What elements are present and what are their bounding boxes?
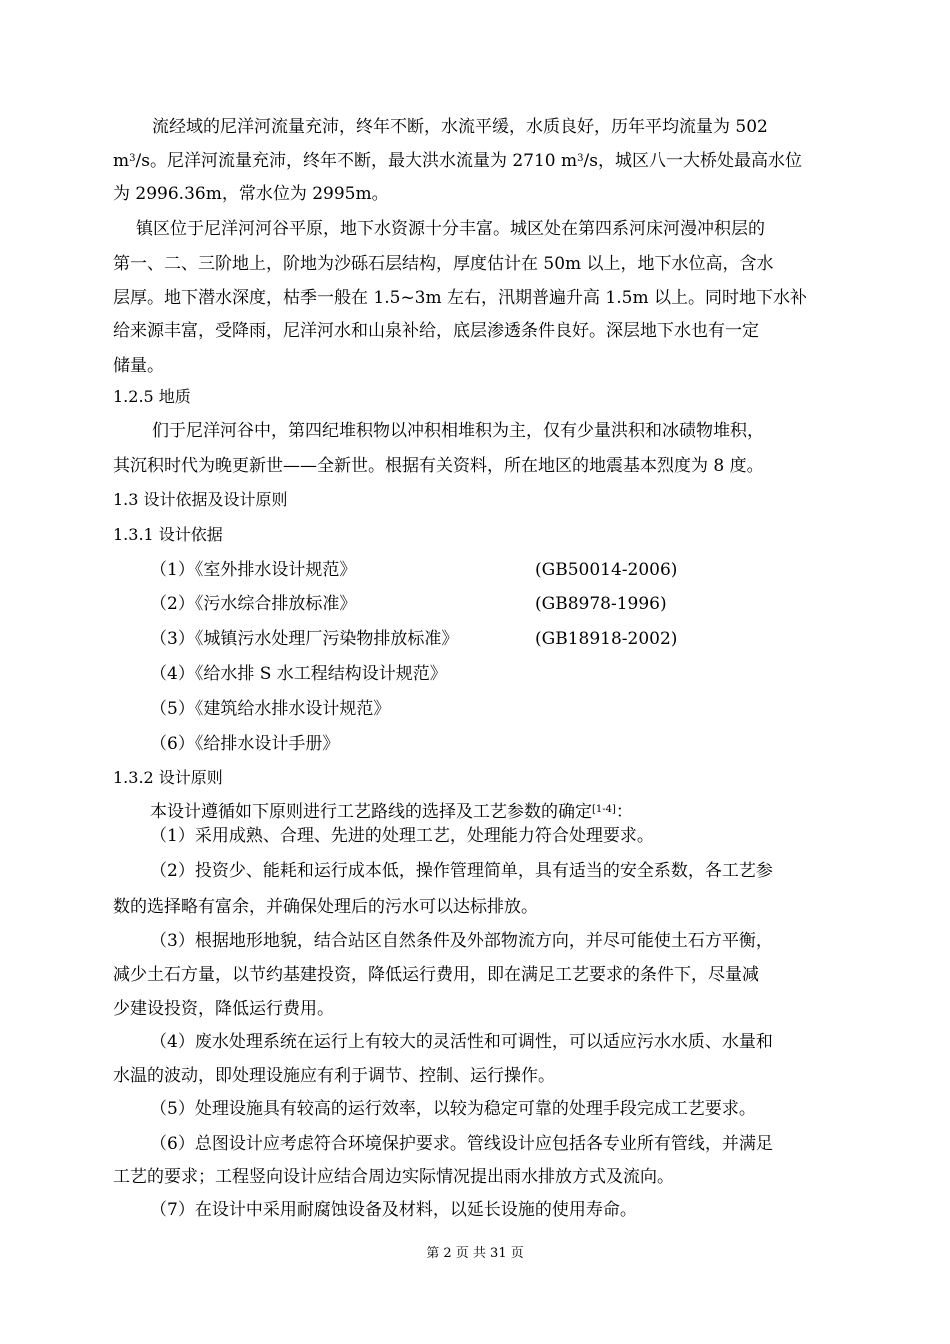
paragraph-line: $m^3/s$。尼洋河流量充沛，终年不断，最大洪水流量为 2710 $m^3/s$，城区八一大桥处最高水位 [113,151,802,171]
paragraph-line: 水温的波动，即处理设施应有利于调节、控制、运行操作。 [113,1066,555,1086]
paragraph-line: 流经域的尼洋河流量充沛，终年不断，水流平缓，水质良好，历年平均流量为 502 [152,117,768,137]
subsection-heading: 1.3.2 设计原则 [113,768,223,787]
basis-item: （3）《城镇污水处理厂污染物排放标准》 [150,629,459,649]
paragraph-line: 数的选择略有富余，并确保处理后的污水可以达标排放。 [113,897,538,917]
paragraph-line: 层厚。地下潜水深度，枯季一般在 1.5~3m 左右，汛期普遍升高 1.5m 以上。同时地下水补 [113,288,807,308]
basis-item-code: (GB8978-1996) [535,594,667,614]
paragraph-line: 镇区位于尼洋河河谷平原，地下水资源十分丰富。城区处在第四系河床河漫冲积层的 [136,219,765,239]
basis-item: （4）《给水排 S 水工程结构设计规范》 [150,664,447,684]
basis-item: （1）《室外排水设计规范》 [150,560,357,580]
page-number: 第 2 页 共 31 页 [426,1246,524,1261]
basis-item: （2）《污水综合排放标准》 [150,594,357,614]
paragraph-line: 减少土石方量，以节约基建投资，降低运行费用，即在满足工艺要求的条件下，尽量减 [113,965,759,985]
section-heading: 1.3 设计依据及设计原则 [113,490,288,509]
paragraph-line: 少建设投资，降低运行费用。 [113,999,334,1019]
paragraph-line: （6）总图设计应考虑符合环境保护要求。管线设计应包括各专业所有管线，并满足 [150,1134,773,1154]
subsection-heading: 1.3.1 设计依据 [113,525,223,544]
paragraph-line: 给来源丰富，受降雨，尼洋河水和山泉补给，底层渗透条件良好。深层地下水也有一定 [113,321,759,341]
basis-item: （6）《给排水设计手册》 [150,734,340,754]
section-heading: 1.2.5 地质 [113,387,191,406]
paragraph-line: 第一、二、三阶地上，阶地为沙砾石层结构，厚度估计在 50m 以上，地下水位高，含水 [113,254,774,274]
paragraph-line: 们于尼洋河谷中，第四纪堆积物以冲积相堆积为主，仅有少量洪积和冰碛物堆积， [152,421,764,441]
paragraph-line: （1）采用成熟、合理、先进的处理工艺，处理能力符合处理要求。 [150,826,654,846]
paragraph-line: （3）根据地形地貌，结合站区自然条件及外部物流方向，并尽可能使土石方平衡， [150,931,773,951]
paragraph-line: （5）处理设施具有较高的运行效率，以较为稳定可靠的处理手段完成工艺要求。 [150,1099,756,1119]
paragraph-line: 其沉积时代为晚更新世——全新世。根据有关资料，所在地区的地震基本烈度为 8 度。 [113,456,764,476]
basis-item-code: (GB18918-2002) [535,629,678,649]
paragraph-line: （2）投资少、能耗和运行成本低，操作管理简单，具有适当的安全系数，各工艺参 [150,861,773,881]
paragraph-line: （7）在设计中采用耐腐蚀设备及材料，以延长设施的使用寿命。 [150,1200,637,1220]
paragraph-line: 本设计遵循如下原则进行工艺路线的选择及工艺参数的确定[1-4]： [150,802,633,822]
basis-item-code: (GB50014-2006) [535,560,678,580]
basis-item: （5）《建筑给水排水设计规范》 [150,699,391,719]
paragraph-line: 为 2996.36m，常水位为 2995m。 [113,184,389,204]
paragraph-line: （4）废水处理系统在运行上有较大的灵活性和可调性，可以适应污水水质、水量和 [150,1032,773,1052]
paragraph-line: 工艺的要求；工程竖向设计应结合周边实际情况提出雨水排放方式及流向。 [113,1167,674,1187]
paragraph-line: 储量。 [113,356,164,376]
